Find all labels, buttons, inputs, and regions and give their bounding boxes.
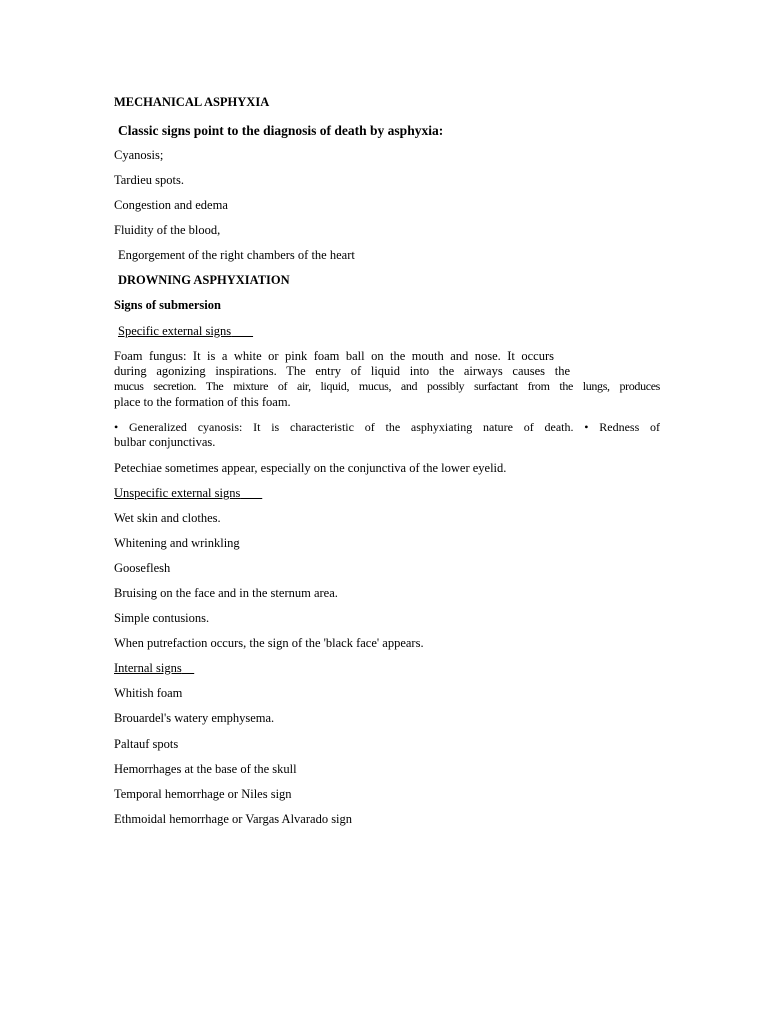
submersion-heading: Signs of submersion — [114, 298, 221, 312]
unspecific-signs-heading: Unspecific external signs — [114, 486, 241, 500]
document-page — [114, 0, 660, 1024]
paragraph-line: mucus secretion. The mixture of air, liquid, mucus, and possibly surfactant from the lungs, produces — [114, 379, 660, 394]
unspecific-sign-item: Wet skin and clothes. — [114, 511, 221, 525]
internal-sign-item: Hemorrhages at the base of the skull — [114, 762, 297, 776]
internal-sign-item: Whitish foam — [114, 686, 183, 700]
classic-sign-item: Fluidity of the blood, — [114, 223, 221, 237]
paragraph-line: during agonizing inspirations. The entry of liquid into the airways causes the — [114, 364, 570, 379]
unspecific-sign-item: Simple contusions. — [114, 611, 210, 625]
internal-sign-item: Temporal hemorrhage or Niles sign — [114, 787, 292, 801]
paragraph-line: place to the formation of this foam. — [114, 394, 291, 409]
drowning-heading: DROWNING ASPHYXIATION — [118, 273, 290, 287]
petechiae-line: Petechiae sometimes appear, especially on the conjunctiva of the lower eyelid. — [114, 461, 507, 475]
internal-sign-item: Paltauf spots — [114, 737, 179, 751]
classic-signs-heading: Classic signs point to the diagnosis of death by asphyxia: — [118, 123, 444, 138]
paragraph-line: bulbar conjunctivas. — [114, 435, 216, 450]
unspecific-sign-item: When putrefaction occurs, the sign of the 'black face' appears. — [114, 636, 424, 650]
internal-sign-item: Ethmoidal hemorrhage or Vargas Alvarado sign — [114, 812, 353, 826]
internal-sign-item: Brouardel's watery emphysema. — [114, 711, 275, 725]
generalized-cyanosis-paragraph — [114, 420, 660, 450]
paragraph-line: • Generalized cyanosis: It is characteristic of the asphyxiating nature of death. • Redness of — [114, 420, 660, 434]
classic-sign-item: Congestion and edema — [114, 198, 228, 212]
foam-fungus-paragraph — [114, 349, 660, 410]
unspecific-sign-item: Gooseflesh — [114, 561, 171, 575]
specific-signs-heading: Specific external signs — [118, 324, 232, 338]
unspecific-sign-item: Bruising on the face and in the sternum area. — [114, 586, 338, 600]
internal-signs-heading: Internal signs — [114, 661, 182, 675]
classic-sign-item: Cyanosis; — [114, 148, 164, 162]
classic-sign-item: Tardieu spots. — [114, 173, 184, 187]
paragraph-line: Foam fungus: It is a white or pink foam ball on the mouth and nose. It occurs — [114, 349, 554, 363]
unspecific-sign-item: Whitening and wrinkling — [114, 536, 240, 550]
document-title: MECHANICAL ASPHYXIA — [114, 95, 270, 109]
classic-sign-item: Engorgement of the right chambers of the heart — [118, 248, 355, 262]
